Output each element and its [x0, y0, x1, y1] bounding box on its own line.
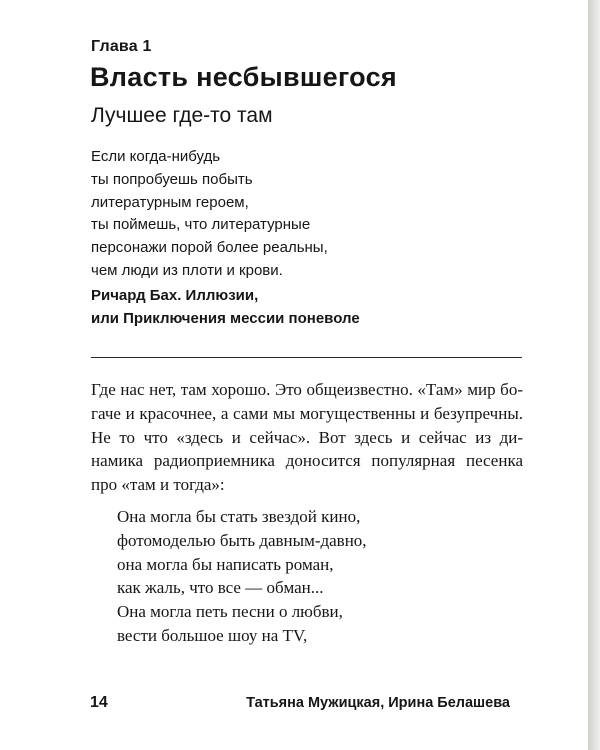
- epigraph-line: ты попробуешь побыть: [91, 170, 253, 188]
- body-line: Где нас нет, там хорошо. Это общеизвестно. «Там» мир бо-: [91, 380, 523, 399]
- chapter-title: Власть несбывшегося: [90, 62, 397, 92]
- poem-line: как жаль, что все — обман...: [117, 578, 324, 598]
- body-line: Не то что «здесь и сейчас». Вот здесь и сейчас из ди-: [91, 427, 523, 447]
- poem-line: Она могла бы стать звездой кино,: [117, 507, 361, 526]
- body-line: про «там и тогда»:: [91, 475, 225, 495]
- epigraph-line: чем люди из плоти и крови.: [91, 261, 283, 279]
- epigraph-line: ты поймешь, что литературные: [91, 216, 311, 234]
- chapter-label: Глава 1: [91, 38, 152, 55]
- running-footer-authors: Татьяна Мужицкая, Ирина Белашева: [246, 695, 510, 711]
- section-title: Лучшее где-то там: [91, 104, 273, 127]
- epigraph-line: персонажи порой более реальны,: [91, 239, 328, 257]
- poem-line: Она могла петь песни о любви,: [117, 602, 343, 622]
- body-line: гаче и красочнее, а сами мы могущественны и безупречны.: [91, 403, 523, 423]
- section-divider: [91, 357, 522, 358]
- epigraph-line: литературным героем,: [91, 193, 249, 211]
- epigraph: [91, 146, 328, 283]
- body-line: намика радиоприемника доносится популярная песенка: [91, 451, 523, 471]
- poem-line: она могла бы написать роман,: [117, 554, 334, 574]
- page-edge: [588, 0, 600, 750]
- epigraph-line: Если когда-нибудь: [91, 148, 221, 165]
- page-number: 14: [90, 694, 108, 711]
- body-paragraph: [91, 378, 523, 497]
- poem-line: вести большое шоу на TV,: [117, 625, 308, 645]
- attribution-line: или Приключения мессии поневоле: [91, 310, 360, 327]
- poem-quote: [117, 505, 367, 648]
- attribution-line: Ричард Бах. Иллюзии,: [91, 287, 259, 304]
- poem-line: фотомоделью быть давным-давно,: [117, 530, 367, 550]
- epigraph-attribution: [91, 284, 360, 330]
